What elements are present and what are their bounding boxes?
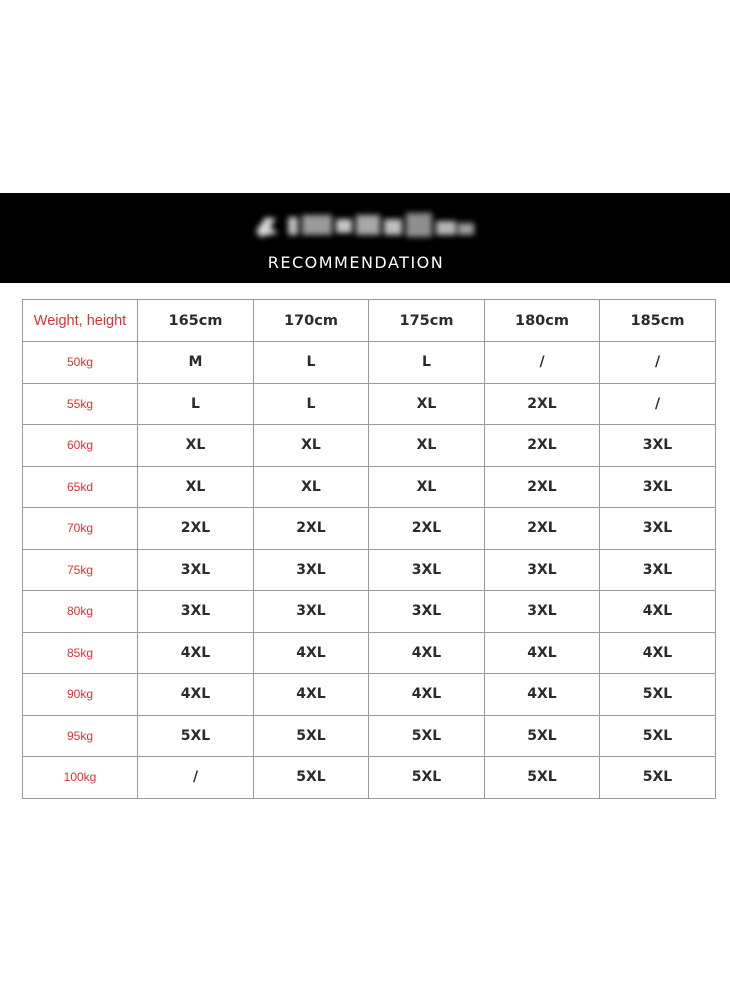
height-header: 165cm bbox=[138, 300, 254, 342]
table-row bbox=[23, 342, 716, 384]
size-cell: 3XL bbox=[485, 591, 600, 633]
table-row bbox=[23, 715, 716, 757]
size-cell: 2XL bbox=[254, 508, 369, 550]
size-cell: 2XL bbox=[485, 508, 600, 550]
size-cell: 3XL bbox=[600, 466, 716, 508]
size-cell: / bbox=[600, 342, 716, 384]
size-cell: 3XL bbox=[485, 549, 600, 591]
size-cell: XL bbox=[254, 425, 369, 467]
corner-header: Weight, height bbox=[23, 300, 138, 342]
size-cell: L bbox=[138, 383, 254, 425]
table-row bbox=[23, 591, 716, 633]
height-header: 185cm bbox=[600, 300, 716, 342]
size-cell: 4XL bbox=[485, 632, 600, 674]
size-cell: XL bbox=[369, 383, 485, 425]
size-cell: / bbox=[138, 757, 254, 799]
banner-title: RECOMMENDATION bbox=[267, 253, 445, 272]
size-cell: 4XL bbox=[254, 632, 369, 674]
size-cell: 4XL bbox=[369, 674, 485, 716]
size-cell: / bbox=[600, 383, 716, 425]
size-cell: 3XL bbox=[138, 591, 254, 633]
height-header: 170cm bbox=[254, 300, 369, 342]
size-cell: 3XL bbox=[254, 591, 369, 633]
size-cell: 3XL bbox=[369, 549, 485, 591]
size-cell: 2XL bbox=[138, 508, 254, 550]
table-row bbox=[23, 674, 716, 716]
size-cell: 5XL bbox=[138, 715, 254, 757]
weight-label: 50kg bbox=[23, 342, 138, 384]
weight-label: 90kg bbox=[23, 674, 138, 716]
weight-label: 85kg bbox=[23, 632, 138, 674]
size-cell: XL bbox=[369, 466, 485, 508]
size-cell: XL bbox=[369, 425, 485, 467]
size-cell: / bbox=[485, 342, 600, 384]
size-cell: M bbox=[138, 342, 254, 384]
size-cell: 4XL bbox=[600, 632, 716, 674]
size-cell: 5XL bbox=[600, 757, 716, 799]
size-cell: 4XL bbox=[138, 674, 254, 716]
size-cell: 4XL bbox=[138, 632, 254, 674]
weight-label: 100kg bbox=[23, 757, 138, 799]
recommendation-banner bbox=[0, 193, 730, 283]
table-row bbox=[23, 508, 716, 550]
weight-label: 95kg bbox=[23, 715, 138, 757]
size-cell: 2XL bbox=[369, 508, 485, 550]
size-cell: L bbox=[369, 342, 485, 384]
height-header: 180cm bbox=[485, 300, 600, 342]
size-cell: L bbox=[254, 383, 369, 425]
height-header: 175cm bbox=[369, 300, 485, 342]
size-cell: 2XL bbox=[485, 383, 600, 425]
weight-label: 70kg bbox=[23, 508, 138, 550]
size-cell: 5XL bbox=[369, 715, 485, 757]
size-cell: 4XL bbox=[485, 674, 600, 716]
weight-label: 60kg bbox=[23, 425, 138, 467]
size-cell: 2XL bbox=[485, 466, 600, 508]
size-cell: XL bbox=[138, 466, 254, 508]
size-cell: 5XL bbox=[254, 757, 369, 799]
size-cell: 3XL bbox=[600, 508, 716, 550]
table-row bbox=[23, 757, 716, 799]
size-cell: L bbox=[254, 342, 369, 384]
size-cell: XL bbox=[138, 425, 254, 467]
size-cell: 5XL bbox=[369, 757, 485, 799]
size-cell: 3XL bbox=[600, 549, 716, 591]
blurred-brand-logo-icon bbox=[250, 207, 480, 243]
size-cell: 3XL bbox=[600, 425, 716, 467]
weight-label: 55kg bbox=[23, 383, 138, 425]
size-cell: 2XL bbox=[485, 425, 600, 467]
size-cell: 3XL bbox=[369, 591, 485, 633]
table-row bbox=[23, 425, 716, 467]
size-cell: 5XL bbox=[600, 715, 716, 757]
table-header-row bbox=[23, 300, 716, 342]
size-cell: 4XL bbox=[254, 674, 369, 716]
weight-label: 65kd bbox=[23, 466, 138, 508]
size-cell: 3XL bbox=[138, 549, 254, 591]
size-cell: 3XL bbox=[254, 549, 369, 591]
size-cell: 5XL bbox=[600, 674, 716, 716]
size-cell: 5XL bbox=[485, 757, 600, 799]
weight-label: 80kg bbox=[23, 591, 138, 633]
size-cell: 4XL bbox=[369, 632, 485, 674]
table-row bbox=[23, 632, 716, 674]
size-cell: 5XL bbox=[254, 715, 369, 757]
size-cell: 4XL bbox=[600, 591, 716, 633]
table-row bbox=[23, 549, 716, 591]
weight-label: 75kg bbox=[23, 549, 138, 591]
table-row bbox=[23, 466, 716, 508]
size-cell: 5XL bbox=[485, 715, 600, 757]
size-recommendation-table bbox=[22, 299, 716, 799]
table-row bbox=[23, 383, 716, 425]
size-cell: XL bbox=[254, 466, 369, 508]
